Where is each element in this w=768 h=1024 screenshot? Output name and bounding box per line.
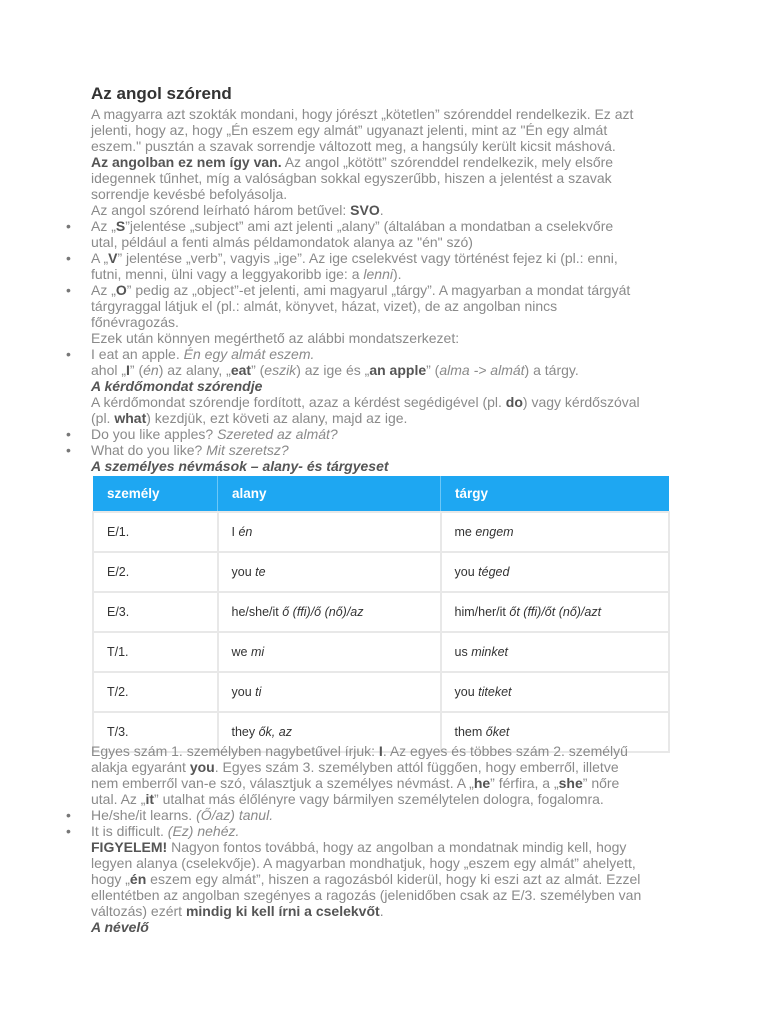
list-item-example: He/she/it learns. (Ő/az) tanul. — [91, 807, 274, 823]
intro-line: eszem." pusztán a szavak sorrendje változott meg, a hangsúly került kicsit máshová. — [91, 138, 616, 154]
list-item-question-example: Do you like apples? Szereted az almát? — [91, 426, 338, 442]
subject-cell: he/she/it ő (ffi)/ő (nő)/az — [218, 592, 441, 632]
list-item-object: Az „O” pedig az „object”-et jelenti, ami magyarul „tárgy”. A magyarban a mondat tárgyát tárgyraggal látjuk el (pl.: almát, könyvet, házat, vizet), de az angolban nincs főnévragozás. Ezek után könnyen megérthető az alábbi mondatszerkezet: — [91, 282, 631, 346]
person-cell: E/1. — [93, 512, 218, 552]
intro-paragraph — [91, 106, 681, 218]
column-header: személy — [93, 476, 218, 512]
object-cell: them őket — [441, 712, 670, 752]
bullet-icon: • — [66, 282, 71, 298]
list-item-example: I eat an apple. Én egy almát eszem. ahol „I” (én) az alany, „eat” (eszik) az ige és „an apple” (alma -> almát) a tárgy. A kérdőmondat szórendje A kérdőmondat szórendje fordított, azaz a kérdést segédigével (pl. do) vagy kérdőszóval (pl. what) kezdjük, ezt követi az alany, majd az ige. — [91, 346, 681, 426]
section-heading-question: A kérdőmondat szórendje — [91, 378, 263, 394]
table-row — [93, 512, 669, 552]
table-row — [93, 552, 669, 592]
subject-cell: you ti — [218, 672, 441, 712]
page-title: Az angol szórend — [91, 84, 232, 103]
table-row — [93, 632, 669, 672]
bullet-icon: • — [66, 346, 71, 362]
subject-cell: we mi — [218, 632, 441, 672]
table-header-row — [93, 476, 669, 512]
bullet-icon: • — [66, 426, 71, 442]
person-cell: T/3. — [93, 712, 218, 752]
person-cell: T/2. — [93, 672, 218, 712]
bullet-icon: • — [66, 250, 71, 266]
table-row — [93, 672, 669, 712]
column-header: alany — [218, 476, 441, 512]
bullet-icon: • — [66, 823, 71, 839]
person-cell: E/3. — [93, 592, 218, 632]
bullet-icon: • — [66, 442, 71, 458]
column-header: tárgy — [441, 476, 670, 512]
intro-line: idegennek tűnhet, míg a valóságban sokkal egyszerűbb, hiszen a jelentést a szavak — [91, 170, 612, 186]
pronoun-notes: Egyes szám 1. személyben nagybetűvel írjuk: I. Az egyes és többes szám 2. személyű alakja egyaránt you. Egyes szám 3. személyben attól függően, hogy emberről, illetve nem emberről van-e szó, választjuk a személyes névmást. A „he” férfira, a „she” nőre utal. Az „it” utalhat más élőlényre vagy bármilyen személytelen dologra, fogalomra. — [91, 743, 628, 807]
person-cell: T/1. — [93, 632, 218, 672]
bullet-icon: • — [66, 218, 71, 234]
list-item-question-example: What do you like? Mit szeretsz? A személyes névmások – alany- és tárgyeset — [91, 442, 681, 474]
subject-cell: I én — [218, 512, 441, 552]
subject-cell: you te — [218, 552, 441, 592]
intro-line: jelenti, hogy az, hogy „Én eszem egy almát” ugyanazt jelenti, mint az "Én egy almát — [91, 122, 608, 138]
list-item-subject: Az „S”jelentése „subject” ami azt jelenti „alany” (általában a mondatban a cselekvőre utal, például a fenti almás példamondatok alanya az "én" szó) — [91, 218, 614, 250]
object-cell: you téged — [441, 552, 670, 592]
section-heading-pronouns: A személyes névmások – alany- és tárgyeset — [91, 458, 389, 474]
object-cell: him/her/it őt (ffi)/őt (nő)/azt — [441, 592, 670, 632]
person-cell: E/2. — [93, 552, 218, 592]
intro-line: A magyarra azt szokták mondani, hogy jórészt „kötetlen” szórenddel rendelkezik. Ez azt — [91, 106, 634, 122]
list-item-verb: A „V” jelentése „verb”, vagyis „ige”. Az ige cselekvést vagy történést fejez ki (pl.: enni, futni, menni, ülni vagy a leggyakoribb ige: a lenni). — [91, 250, 618, 282]
list-item-example: It is difficult. (Ez) nehéz. FIGYELEM! Nagyon fontos továbbá, hogy az angolban a mondatnak mindig kell, hogy legyen alanya (cselekvője). A magyarban mondhatjuk, hogy „eszem egy almát” ahelyett, hogy „én eszem egy almát”, hiszen a ragozásból kiderül, hogy ki eszi azt az almát. Ezzel ellentétben az angolban szegényes a ragozás (jelenidőben csak az E/3. személyben van változás) ezért mindig ki kell írni a cselekvőt. A névelő — [91, 823, 681, 935]
table-row — [93, 592, 669, 632]
bullet-icon: • — [66, 807, 71, 823]
object-cell: you titeket — [441, 672, 670, 712]
object-cell: me engem — [441, 512, 670, 552]
section-heading-article: A névelő — [91, 919, 149, 935]
subject-cell: they ők, az — [218, 712, 441, 752]
intro-line: Az angol szórend leírható három betűvel: SVO. — [91, 202, 384, 218]
intro-line: Az angolban ez nem így van. Az angol „kötött” szórenddel rendelkezik, mely elsőre — [91, 154, 614, 170]
intro-line: sorrendje kevésbé befolyásolja. — [91, 186, 288, 202]
object-cell: us minket — [441, 632, 670, 672]
pronoun-table — [92, 476, 670, 753]
